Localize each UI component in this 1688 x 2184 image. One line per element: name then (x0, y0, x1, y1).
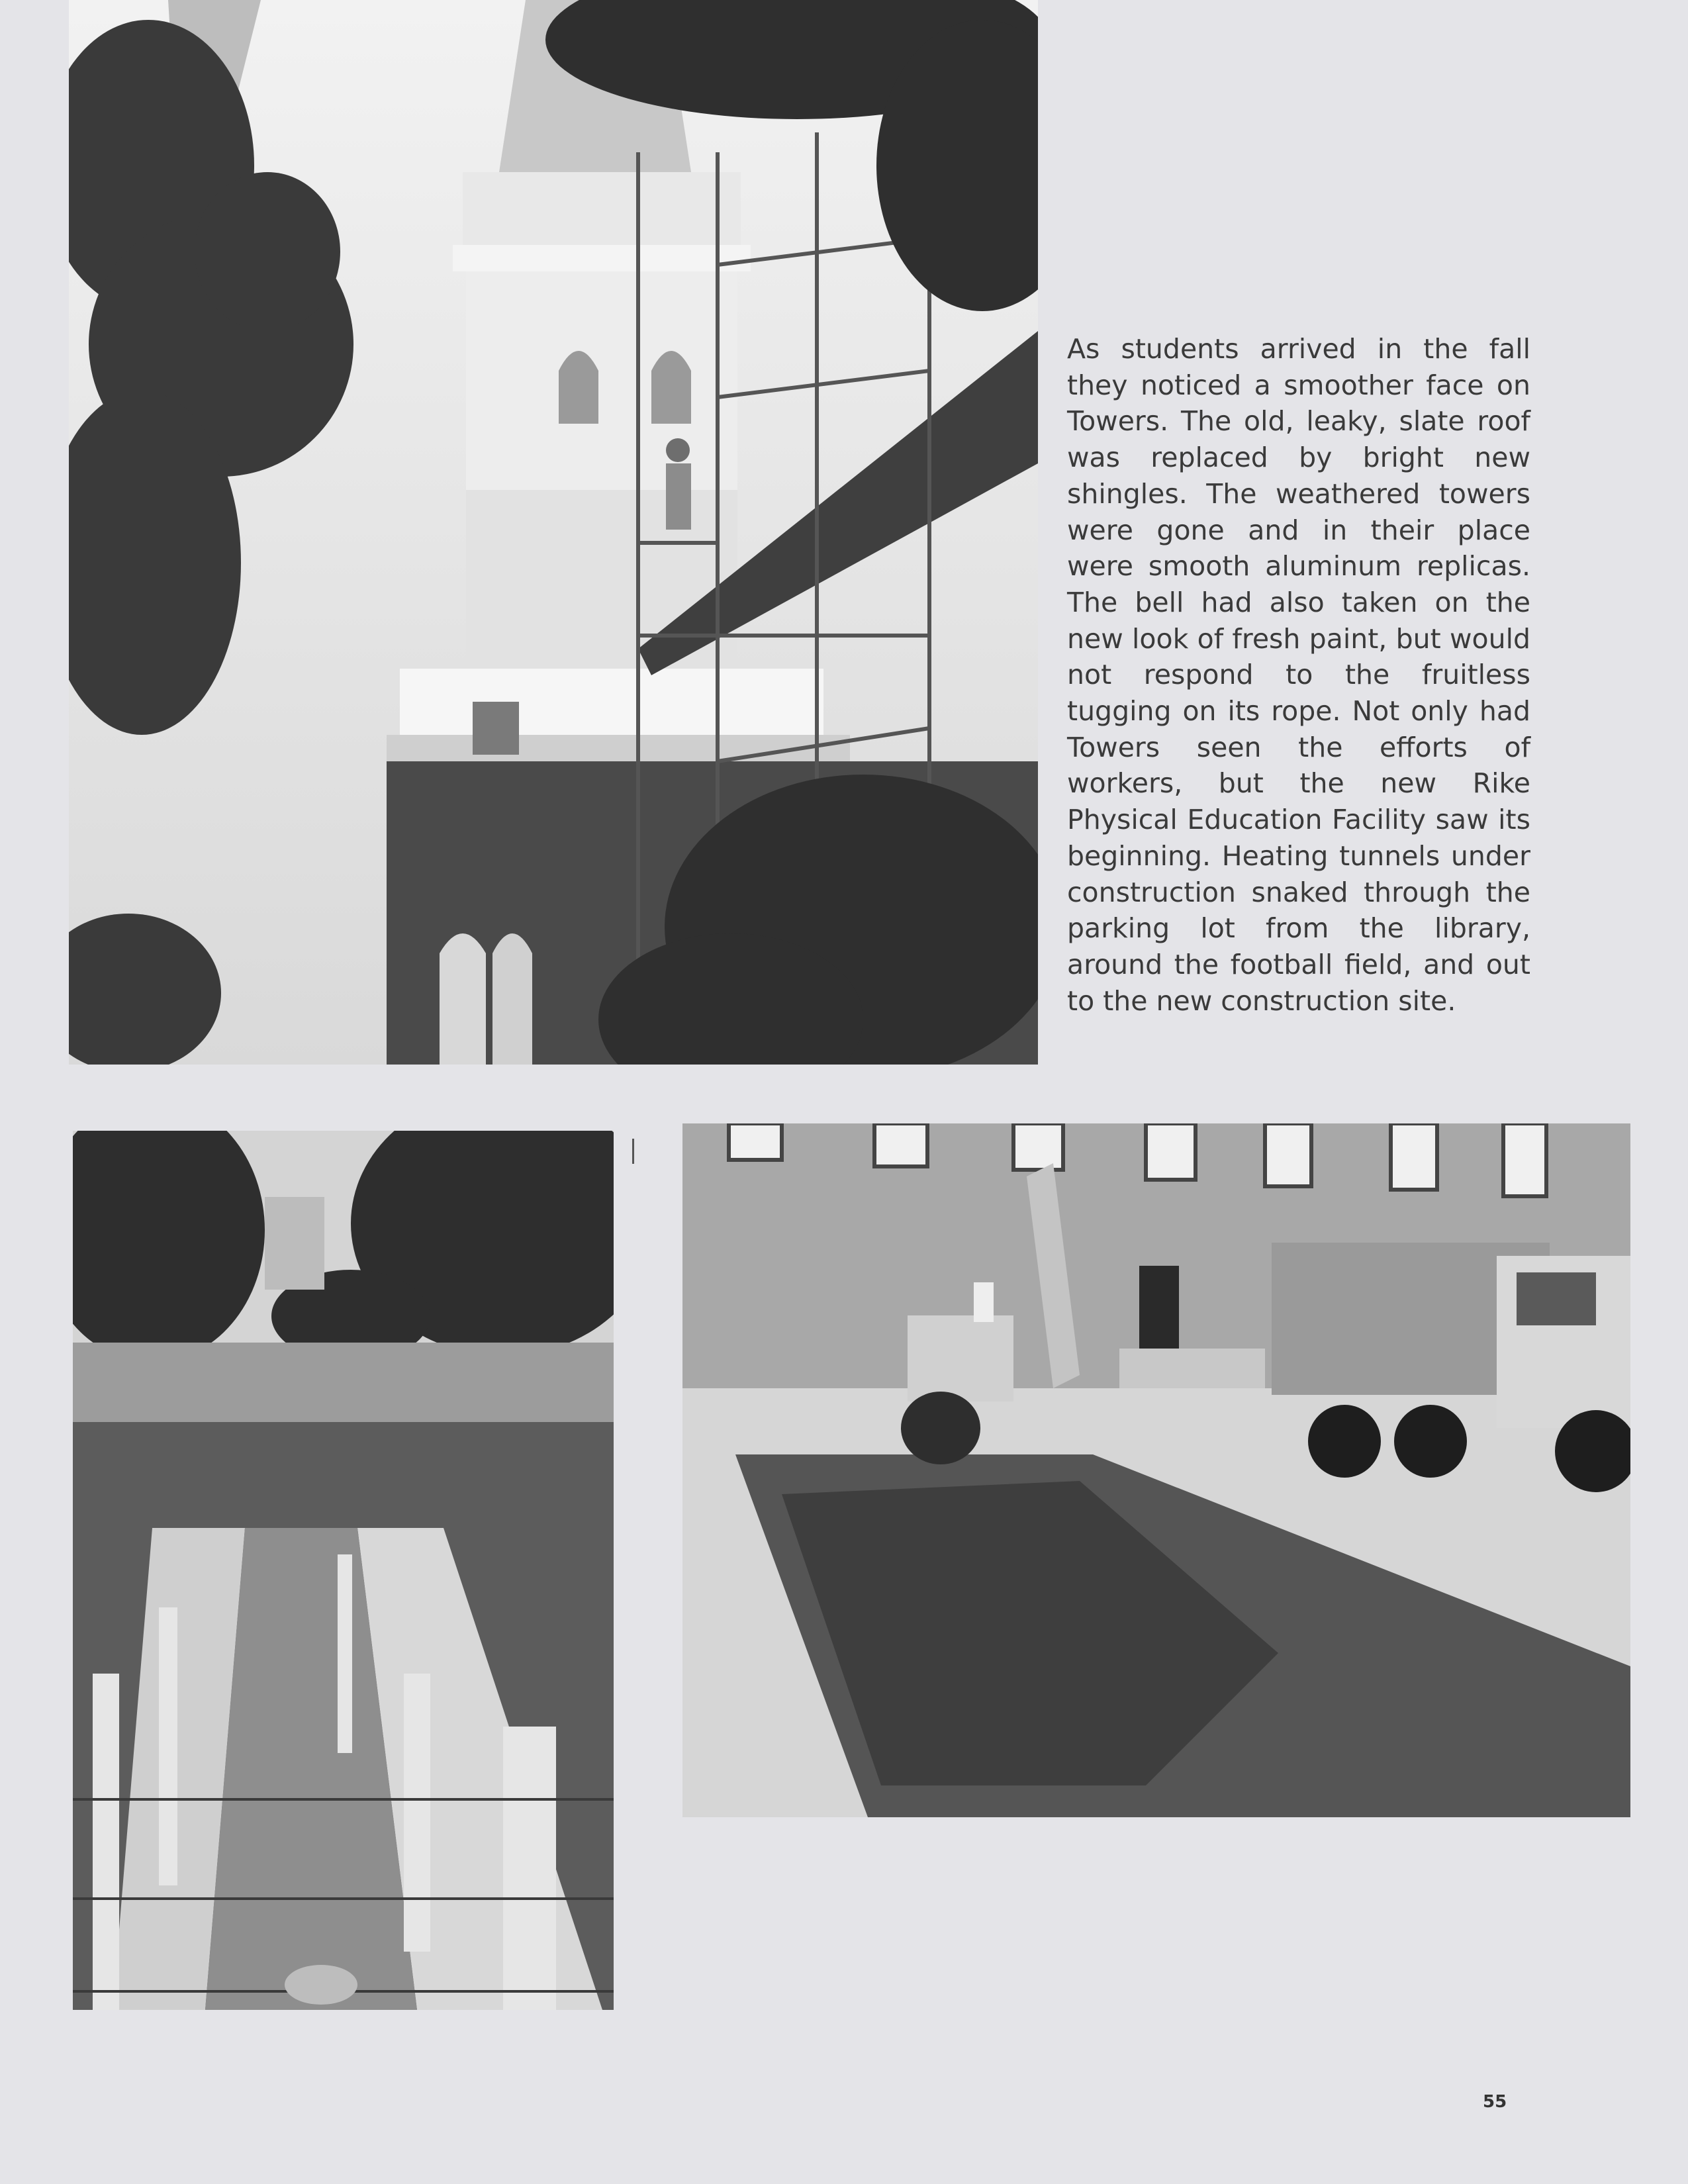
page-number: 55 (1483, 2092, 1507, 2112)
trench-backhoe-truck-photo (682, 1123, 1630, 1817)
print-mark (632, 1139, 634, 1164)
caption-paragraph: As students arrived in the fall they noticed a smoother face on Towers. The old, leaky, slate roof was replaced by bright new shingles. The weathered towers were gone and in their place were smooth aluminum replicas. The bell had also taken on the new look of fresh paint, but would not respond to the fruitless tugging on its rope. Not only had Towers seen the efforts of workers, but the new Rike Physical Education Facility saw its beginning. Heating tunnels under construction snaked through the parking lot from the library, around the football field, and out to the new construction site. (1067, 333, 1530, 1017)
tower-scaffolding-photo (69, 0, 1038, 1065)
tunnel-forms-photo (73, 1131, 614, 2010)
